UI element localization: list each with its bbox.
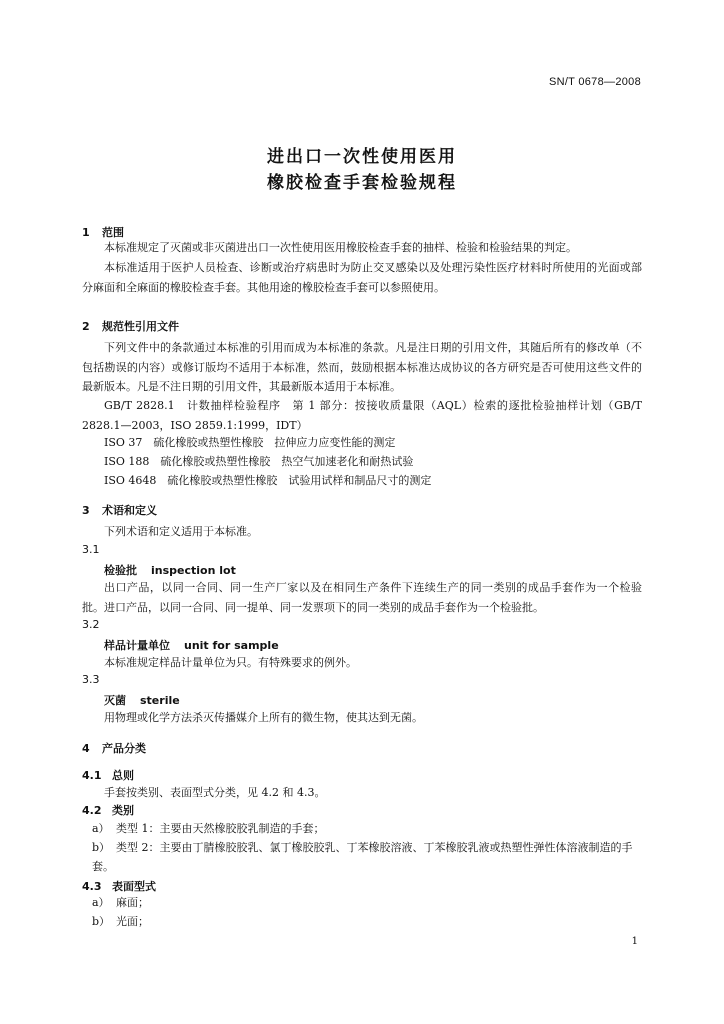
list-item	[92, 838, 642, 876]
list-item	[92, 819, 642, 838]
section-number: 3	[82, 504, 90, 517]
subsection-title: 表面型式	[112, 880, 156, 893]
subsection-title: 总则	[112, 769, 134, 782]
clause-number: 3.2	[82, 618, 100, 631]
term-en: sterile	[140, 694, 180, 707]
section-2-heading	[82, 318, 179, 334]
term-heading	[104, 637, 279, 653]
list-text: 类型 1：主要由天然橡胶胶乳制造的手套；	[116, 822, 325, 835]
section-title: 范围	[102, 226, 124, 239]
section-4-heading	[82, 740, 146, 756]
subsection-title: 类别	[112, 804, 134, 817]
doc-title-line2: 橡胶检查手套检验规程	[267, 173, 457, 193]
list-label: a）	[92, 896, 110, 909]
term-zh: 检验批	[104, 564, 137, 577]
list-text: 类型 2：主要由丁腈橡胶胶乳、氯丁橡胶胶乳、丁苯橡胶溶液、丁苯橡胶乳液或热塑性弹性体溶液制造的手套。	[92, 841, 633, 873]
paragraph: 下列文件中的条款通过本标准的引用而成为本标准的条款。凡是注日期的引用文件，其随后所有的修改单（不包括勘误的内容）或修订版均不适用于本标准，然而，鼓励根据本标准达成协议的各方研究是否可使用这些文件的最新版本。凡是不注日期的引用文件，其最新版本适用于本标准。	[82, 341, 642, 393]
paragraph: 手套按类别、表面型式分类，见 4.2 和 4.3。	[104, 786, 326, 799]
reference-iso37: ISO 37 硫化橡胶或热塑性橡胶 拉伸应力应变性能的测定	[104, 436, 396, 449]
section-number: 2	[82, 320, 90, 333]
subsection-number: 4.3	[82, 880, 102, 893]
section-3-heading	[82, 502, 157, 518]
section-title: 术语和定义	[102, 504, 157, 517]
list-text: 光面；	[116, 915, 149, 928]
section-title: 产品分类	[102, 742, 146, 755]
term-zh: 灭菌	[104, 694, 126, 707]
term-en: inspection lot	[151, 564, 236, 577]
list-text: 麻面；	[116, 896, 149, 909]
paragraph: 本标准规定了灭菌或非灭菌进出口一次性使用医用橡胶检查手套的抽样、检验和检验结果的判定。	[104, 241, 577, 254]
list-item	[92, 912, 642, 931]
term-definition: 用物理或化学方法杀灭传播媒介上所有的微生物，使其达到无菌。	[104, 711, 423, 724]
doc-title-line1: 进出口一次性使用医用	[267, 147, 457, 167]
subsection-4-2-heading	[82, 802, 134, 818]
reference-gbt2828: GB/T 2828.1 计数抽样检验程序 第 1 部分：按接收质量限（AQL）检索的逐批检验抽样计划（GB/T 2828.1—2003，ISO 2859.1:1999，IDT）	[82, 399, 642, 432]
page-number: 1	[631, 936, 638, 947]
standard-code: SN/T 0678—2008	[548, 76, 641, 88]
term-definition: 出口产品，以同一合同、同一生产厂家以及在相同生产条件下连续生产的同一类别的成品手套作为一个检验批。进口产品，以同一合同、同一提单、同一发票项下的同一类别的成品手套作为一个检验批。	[82, 581, 642, 614]
term-zh: 样品计量单位	[104, 639, 170, 652]
term-heading	[104, 692, 180, 708]
subsection-4-1-heading	[82, 767, 134, 783]
paragraph: 下列术语和定义适用于本标准。	[104, 525, 258, 538]
list-label: a）	[92, 822, 110, 835]
subsection-number: 4.1	[82, 769, 102, 782]
term-heading	[104, 562, 236, 578]
paragraph: 本标准适用于医护人员检查、诊断或治疗病患时为防止交叉感染以及处理污染性医疗材料时所使用的光面或部分麻面和全麻面的橡胶检查手套。其他用途的橡胶检查手套可以参照使用。	[82, 261, 642, 294]
list-item	[92, 893, 642, 912]
term-en: unit for sample	[184, 639, 279, 652]
section-number: 4	[82, 742, 90, 755]
reference-iso4648: ISO 4648 硫化橡胶或热塑性橡胶 试验用试样和制品尺寸的测定	[104, 474, 432, 487]
list-label: b）	[92, 915, 111, 928]
clause-number: 3.3	[82, 673, 100, 686]
subsection-number: 4.2	[82, 804, 102, 817]
reference-iso188: ISO 188 硫化橡胶或热塑性橡胶 热空气加速老化和耐热试验	[104, 455, 414, 468]
section-title: 规范性引用文件	[102, 320, 179, 333]
list-label: b）	[92, 841, 111, 854]
section-number: 1	[82, 226, 90, 239]
clause-number: 3.1	[82, 543, 100, 556]
subsection-4-3-heading	[82, 878, 156, 894]
term-definition: 本标准规定样品计量单位为只。有特殊要求的例外。	[104, 656, 357, 669]
